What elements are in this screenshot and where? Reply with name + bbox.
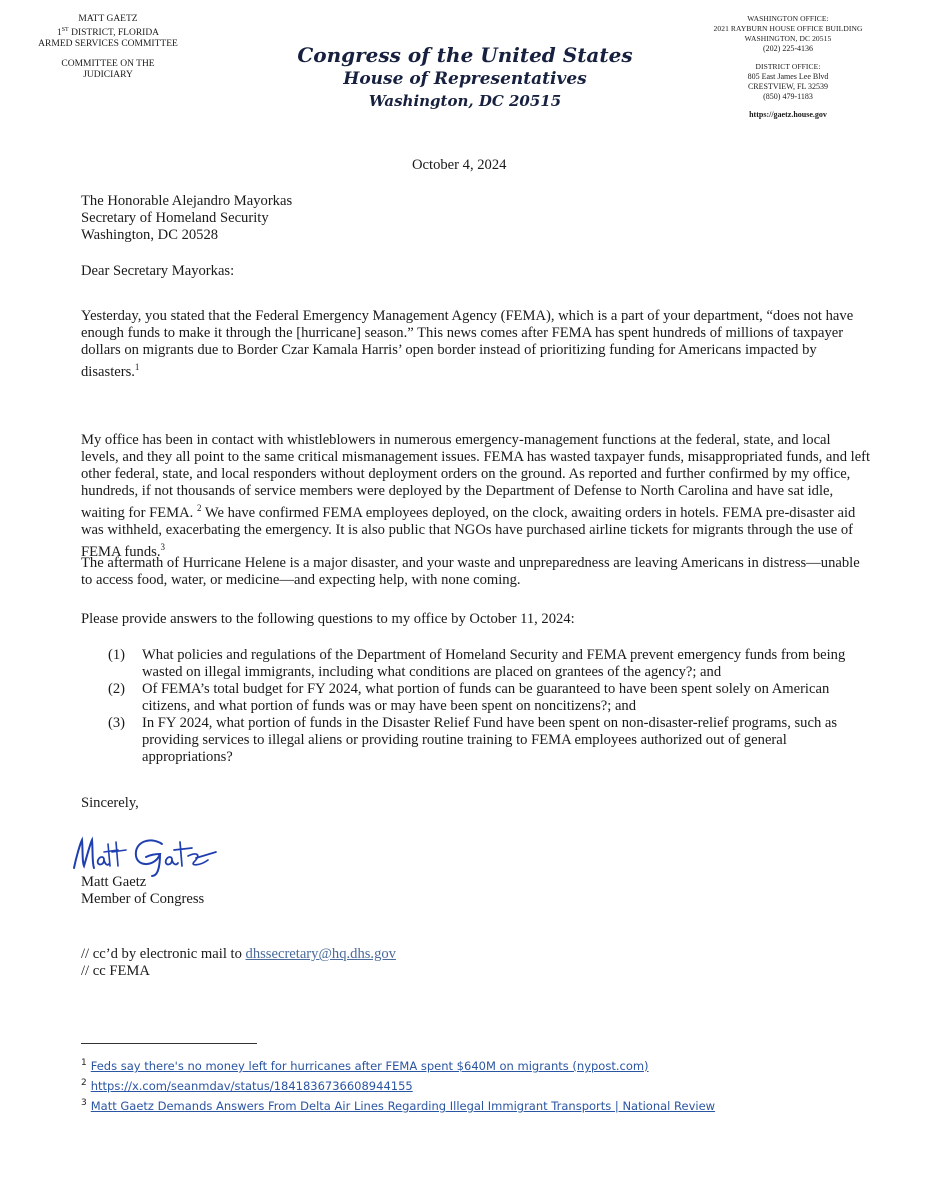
district-office-address: 805 East James Lee Blvd (747, 72, 829, 81)
district-office-phone: (850) 479-1183 (763, 92, 813, 101)
district-number: 1 (56, 28, 62, 39)
footnote-divider (81, 1043, 257, 1044)
footnote-number: 3 (81, 1098, 87, 1108)
footnote-link[interactable]: Matt Gaetz Demands Answers From Delta Air Lines Regarding Illegal Immigrant Transports | National Review (90, 1098, 716, 1113)
cc-fema-line: // cc FEMA (81, 963, 150, 979)
recipient-city: Washington, DC 20528 (81, 227, 219, 243)
paragraph-1-text: Yesterday, you stated that the Federal Emergency Management Agency (FEMA), which is a part of your department, “does not have enough funds to make it through the [hurricane] season.” This news comes after FEMA has spent hundreds of millions of taxpayer dollars on migrants due to Border Czar Kamala Harris’ open border instead of prioritizing funding for Americans impacted by disasters. (81, 308, 854, 380)
member-name: MATT GAETZ (78, 14, 138, 24)
masthead-congress: Congress of the United States (297, 43, 633, 67)
recipient-title: Secretary of Homeland Security (81, 210, 269, 226)
letterhead-left (38, 14, 178, 81)
signature-block (81, 874, 204, 908)
cc-email-line (81, 946, 396, 963)
footnote-1 (81, 1056, 649, 1073)
district-line (38, 25, 178, 39)
dc-office-label: WASHINGTON OFFICE: (747, 14, 829, 23)
footnote-link[interactable]: https://x.com/seanmdav/status/1841836736608944155 (90, 1078, 413, 1093)
masthead (250, 42, 680, 112)
question-item (108, 715, 873, 766)
masthead-house: House of Representatives (343, 69, 587, 89)
cc-block (81, 946, 396, 980)
website-link[interactable]: https://gaetz.house.gov (749, 110, 827, 119)
footnote-ref-2[interactable]: 2 (196, 503, 202, 513)
recipient-name: The Honorable Alejandro Mayorkas (81, 193, 293, 209)
footnote-number: 2 (81, 1078, 87, 1088)
paragraph-2-text-b: We have confirmed FEMA employees deployed, on the clock, awaiting orders in hotels. FEMA pre-disaster aid was withheld, exacerbating the emergency. It is also public that NGOs have purchased airline tickets for migrants through the use of FEMA funds. (81, 504, 856, 560)
question-item (108, 681, 873, 715)
masthead-city: Washington, DC 20515 (368, 92, 562, 110)
cc-email-link[interactable]: dhssecretary@hq.dhs.gov (245, 946, 396, 962)
questions-list (108, 647, 873, 766)
recipient-address (81, 193, 292, 244)
question-number: (2) (108, 681, 126, 697)
question-item (108, 647, 873, 681)
district-text: DISTRICT, FLORIDA (71, 28, 160, 39)
question-text: In FY 2024, what portion of funds in the Disaster Relief Fund have been spent on non-disaster-relief programs, such as providing services to illegal aliens or providing routine training to FEMA employees authorized out of general appropriations? (142, 715, 838, 765)
district-ordinal: ST (61, 27, 69, 33)
question-number: (1) (108, 647, 126, 663)
cc-email-prefix: // cc’d by electronic mail to (81, 946, 246, 962)
paragraph-3: The aftermath of Hurricane Helene is a major disaster, and your waste and unpreparedness are leaving Americans in distress—unable to access food, water, or medicine—and expecting help, with none coming. (81, 555, 860, 588)
signer-name: Matt Gaetz (81, 874, 147, 890)
footnote-ref-1[interactable]: 1 (134, 362, 140, 372)
question-text: Of FEMA’s total budget for FY 2024, what portion of funds can be guaranteed to have been spent solely on American citizens, and what portion of funds was or may have been spent on noncitizens?; and (142, 681, 830, 714)
question-number: (3) (108, 715, 126, 731)
signer-title: Member of Congress (81, 891, 205, 907)
footnote-3 (81, 1096, 715, 1113)
committee-judiciary: COMMITTEE ON THE JUDICIARY (61, 59, 155, 81)
salutation: Dear Secretary Mayorkas: (81, 263, 235, 279)
footnote-number: 1 (81, 1058, 87, 1068)
paragraph-2-text-a: My office has been in contact with whistleblowers in numerous emergency-management functions at the federal, state, and local levels, and they all point to the same critical mismanagement issues. FEMA has wasted taxpayer funds, misappropriated funds, and left other federal, state, and local responders without deployment orders on the ground. As reported and further confirmed by my office, hundreds, if not thousands of service members were deployed by the Department of Defense to North Carolina and have sat idle, waiting for FEMA. (81, 432, 871, 521)
committee-armed-services: ARMED SERVICES COMMITTEE (38, 39, 178, 50)
closing: Sincerely, (81, 795, 139, 811)
handwritten-signature (70, 830, 230, 880)
paragraph-4: Please provide answers to the following questions to my office by October 11, 2024: (81, 611, 575, 627)
dc-office-city: WASHINGTON, DC 20515 (744, 34, 832, 43)
letterhead-right (688, 14, 888, 120)
paragraph-2 (81, 432, 871, 561)
footnote-ref-3[interactable]: 3 (160, 541, 165, 552)
district-office-city: CRESTVIEW, FL 32539 (747, 82, 829, 91)
footnote-link[interactable]: Feds say there's no money left for hurricanes after FEMA spent $640M on migrants (nypost.com) (90, 1058, 649, 1073)
dc-office-address: 2021 RAYBURN HOUSE OFFICE BUILDING (713, 24, 863, 33)
district-office-label: DISTRICT OFFICE: (755, 62, 821, 71)
footnote-2 (81, 1076, 413, 1093)
question-text: What policies and regulations of the Department of Homeland Security and FEMA prevent emergency funds from being wasted on illegal immigrants, including what conditions are placed on grantees of the agency?; and (142, 647, 846, 680)
paragraph-1 (81, 308, 871, 381)
letter-date: October 4, 2024 (412, 157, 507, 173)
dc-office-phone: (202) 225-4136 (763, 44, 813, 53)
